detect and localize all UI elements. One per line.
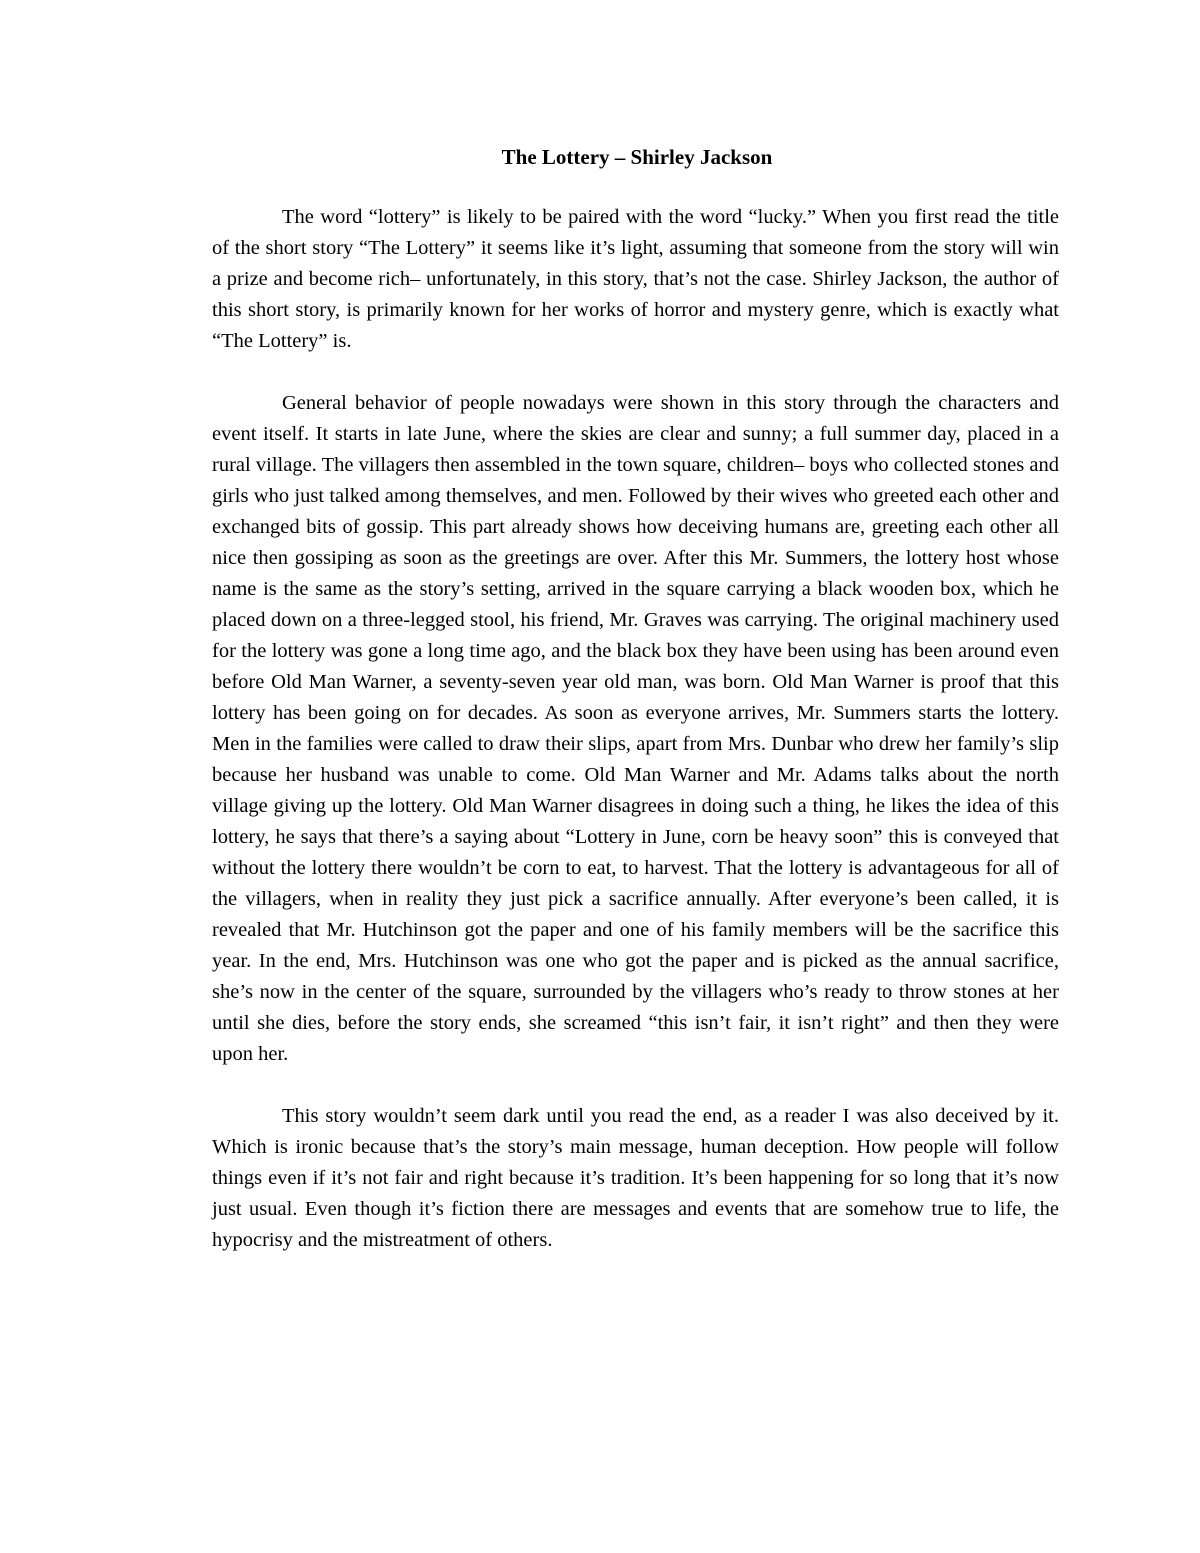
document-body <box>212 202 1059 1256</box>
paragraph-summary: General behavior of people nowadays were shown in this story through the characters and event itself. It starts in late June, where the skies are clear and sunny; a full summer day, placed in a rural village. The villagers then assembled in the town square, children– boys who collected stones and girls who just talked among themselves, and men. Followed by their wives who greeted each other and exchanged bits of gossip. This part already shows how deceiving humans are, greeting each other all nice then gossiping as soon as the greetings are over. After this Mr. Summers, the lottery host whose name is the same as the story’s setting, arrived in the square carrying a black wooden box, which he placed down on a three-legged stool, his friend, Mr. Graves was carrying. The original machinery used for the lottery was gone a long time ago, and the black box they have been using has been around even before Old Man Warner, a seventy-seven year old man, was born. Old Man Warner is proof that this lottery has been going on for decades. As soon as everyone arrives, Mr. Summers starts the lottery. Men in the families were called to draw their slips, apart from Mrs. Dunbar who drew her family’s slip because her husband was unable to come. Old Man Warner and Mr. Adams talks about the north village giving up the lottery. Old Man Warner disagrees in doing such a thing, he likes the idea of this lottery, he says that there’s a saying about “Lottery in June, corn be heavy soon” this is conveyed that without the lottery there wouldn’t be corn to eat, to harvest. That the lottery is advantageous for all of the villagers, when in reality they just pick a sacrifice annually. After everyone’s been called, it is revealed that Mr. Hutchinson got the paper and one of his family members will be the sacrifice this year. In the end, Mrs. Hutchinson was one who got the paper and is picked as the annual sacrifice, she’s now in the center of the square, surrounded by the villagers who’s ready to throw stones at her until she dies, before the story ends, she screamed “this isn’t fair, it isn’t right” and then they were upon her. <box>212 392 1059 1065</box>
paragraph-intro: The word “lottery” is likely to be paired with the word “lucky.” When you first read the title of the short story “The Lottery” it seems like it’s light, assuming that someone from the story will win a prize and become rich– unfortunately, in this story, that’s not the case. Shirley Jackson, the author of this short story, is primarily known for her works of horror and mystery genre, which is exactly what “The Lottery” is. <box>212 206 1059 352</box>
paragraph-conclusion: This story wouldn’t seem dark until you read the end, as a reader I was also deceived by it. Which is ironic because that’s the story’s main message, human deception. How people will follow things even if it’s not fair and right because it’s tradition. It’s been happening for so long that it’s now just usual. Even though it’s fiction there are messages and events that are somehow true to life, the hypocrisy and the mistreatment of others. <box>212 1105 1059 1251</box>
document-title: The Lottery – Shirley Jackson <box>501 145 773 169</box>
